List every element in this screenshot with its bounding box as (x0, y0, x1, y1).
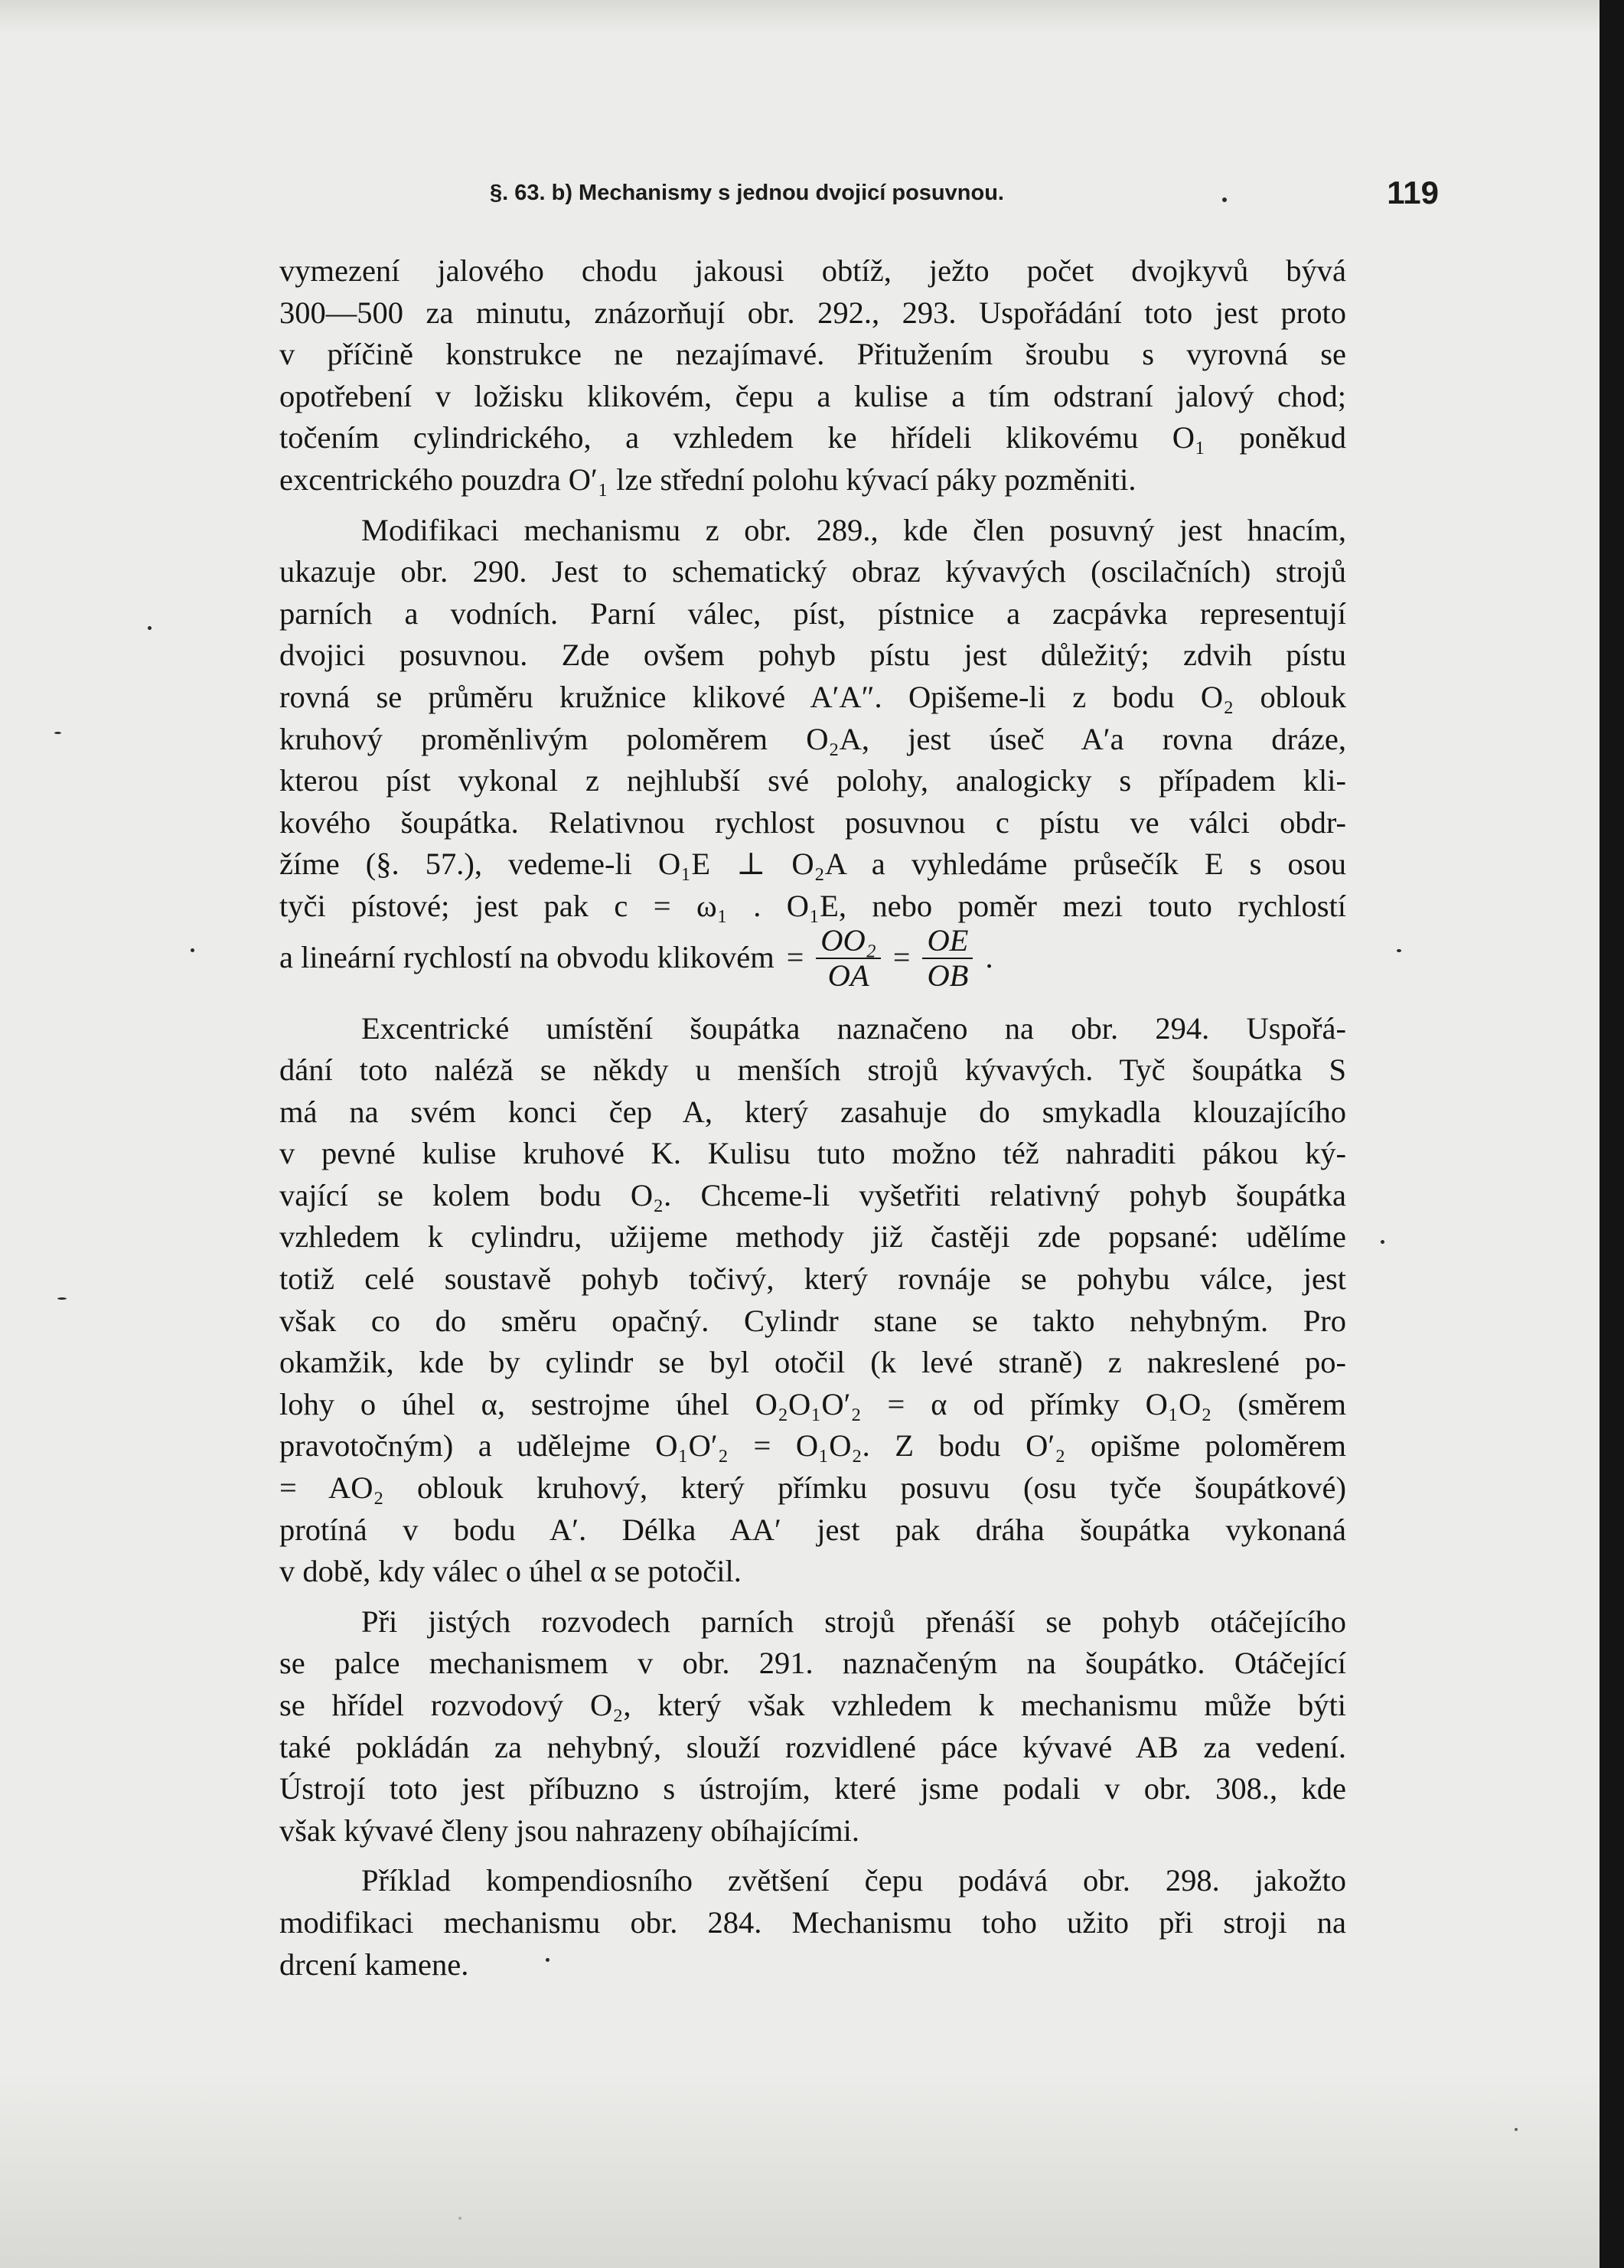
text-line: ukazuje obr. 290. Jest to schematický obraz kývavých (oscilačních) strojů (279, 554, 1346, 589)
fraction-2-numerator: OE (922, 924, 973, 959)
text-line: má na svém konci čep A, který zasahuje do smykadla klouzajícího (279, 1094, 1346, 1129)
fraction-1-denominator: OA (827, 958, 869, 993)
text-line: excentrického pouzdra O′₁ lze střední polohu kývací páky pozměniti. (279, 462, 1136, 497)
fraction-2-denominator: OB (927, 958, 969, 993)
text-line: točením cylindrického, a vzhledem ke hřídeli klikovému O₁ poněkud (279, 420, 1346, 455)
fraction-1-numerator: OO₂ (816, 924, 881, 959)
fraction-2 (922, 924, 973, 993)
text-line: však kývavé členy jsou nahrazeny obíhajícími. (279, 1813, 860, 1848)
text-line: totiž celé soustavě pohyb točivý, který rovnáje se pohybu válce, jest (279, 1261, 1346, 1297)
text-line: kterou píst vykonal z nejhlubší své polohy, analogicky s případem kli- (279, 763, 1346, 798)
text-line: = AO₂ oblouk kruhový, který přímku posuvu (osu tyče šoupátkové) (279, 1470, 1346, 1506)
body-text (279, 250, 1346, 1994)
text-line: modifikaci mechanismu obr. 284. Mechanismu toho užito při stroji na (279, 1904, 1346, 1940)
paragraph-3 (279, 1008, 1346, 1593)
text-line: Příklad kompendiosního zvětšení čepu podává obr. 298. jakožto (361, 1863, 1346, 1898)
scan-speck (1515, 2128, 1518, 2131)
text-line: se palce mechanismem v obr. 291. naznačeným na šoupátko. Otáčející (279, 1646, 1346, 1681)
scan-speck (57, 1297, 67, 1300)
paragraph-2 (279, 510, 1346, 1000)
text-line: však co do směru opačný. Cylindr stane se takto nehybným. Pro (279, 1303, 1346, 1338)
scan-speck (1397, 949, 1401, 952)
scan-speck (1381, 1240, 1384, 1244)
scan-speck (148, 626, 152, 630)
text-line: Při jistých rozvodech parních strojů přenáší se pohyb otáčejícího (361, 1604, 1346, 1639)
text-line: vzhledem k cylindru, užijeme methody již častěji zde popsané: udělíme (279, 1219, 1346, 1255)
text-line: žíme (§. 57.), vedeme-li O₁E ⊥ O₂A a vyhledáme průsečík E s osou (279, 847, 1346, 882)
fraction-1 (816, 924, 881, 993)
page-number: 119 (1387, 175, 1439, 210)
formula-lead: a lineární rychlostí na obvodu klikovém (279, 940, 774, 975)
text-line: dvojici posuvnou. Zde ovšem pohyb pístu jest důležitý; zdvih pístu (279, 638, 1346, 673)
page-header (490, 175, 1439, 220)
scan-speck (191, 948, 194, 952)
text-line: kruhový proměnlivým poloměrem O₂A, jest úseč A′a rovna dráze, (279, 721, 1346, 756)
text-line: se hřídel rozvodový O₂, který však vzhledem k mechanismu může býti (279, 1688, 1346, 1722)
text-line: také pokládán za nehybný, slouží rozvidlené páce kývavé AB za vedení. (279, 1729, 1346, 1764)
text-line: Modifikaci mechanismu z obr. 289., kde člen posuvný jest hnacím, (361, 512, 1346, 547)
scan-speck (54, 732, 61, 734)
formula-line (279, 917, 1346, 1000)
formula-end: . (985, 940, 993, 975)
text-line: Excentrické umístění šoupátka naznačeno na obr. 294. Uspořá- (361, 1010, 1346, 1046)
equals-sign: = (892, 940, 911, 975)
text-line: dání toto naléză se někdy u menších strojů kývavých. Tyč šoupátka S (279, 1052, 1346, 1088)
text-line: vající se kolem bodu O₂. Chceme-li vyšetřiti relativný pohyb šoupátka (279, 1177, 1346, 1212)
text-line: protíná v bodu A′. Délka AA′ jest pak dráha šoupátka vykonaná (279, 1512, 1346, 1547)
text-line: rovná se průměru kružnice klikové A′A″. Opišeme-li z bodu O₂ oblouk (279, 679, 1346, 714)
scan-speck (458, 2217, 461, 2220)
text-line: kového šoupátka. Relativnou rychlost posuvnou c pístu ve válci obdr- (279, 804, 1346, 840)
text-line: v době, kdy válec o úhel α se potočil. (279, 1554, 742, 1589)
text-line: tyči pístové; jest pak c = ω₁ . O₁E, nebo poměr mezi touto rychlostí (279, 888, 1346, 923)
equals-sign: = (786, 940, 804, 975)
text-line: lohy o úhel α, sestrojme úhel O₂O₁O′₂ = α od přímky O₁O₂ (směrem (279, 1386, 1346, 1421)
scan-speck (546, 1958, 549, 1962)
text-line: vymezení jalového chodu jakousi obtíž, ježto počet dvojkyvů bývá (279, 253, 1346, 288)
scan-speck (1222, 197, 1227, 202)
text-line: 300—500 za minutu, znázorňují obr. 292., 293. Uspořádání toto jest proto (279, 295, 1346, 330)
text-line: v pevné kulise kruhové K. Kulisu tuto možno též nahraditi pákou ký- (279, 1136, 1346, 1171)
text-line: Ústrojí toto jest příbuzno s ústrojím, které jsme podali v obr. 308., kde (279, 1771, 1346, 1806)
text-line: opotřebení v ložisku klikovém, čepu a kulise a tím odstraní jalový chod; (279, 378, 1346, 413)
text-line: v příčině konstrukce ne nezajímavé. Přitužením šroubu s vyrovná se (279, 337, 1346, 372)
paragraph-4 (279, 1601, 1346, 1852)
text-line: drcení kamene. (279, 1947, 469, 1982)
text-line: okamžik, kde by cylindr se byl otočil (k levé straně) z nakreslené po- (279, 1345, 1346, 1380)
running-head: §. 63. b) Mechanismy s jednou dvojicí posuvnou. (490, 181, 1004, 205)
text-line: parních a vodních. Parní válec, píst, pístnice a zacpávka representují (279, 596, 1346, 631)
paragraph-1 (279, 250, 1346, 501)
text-line: pravotočným) a udělejme O₁O′₂ = O₁O₂. Z bodu O′₂ opišme poloměrem (279, 1428, 1346, 1464)
paragraph-5 (279, 1860, 1346, 1986)
